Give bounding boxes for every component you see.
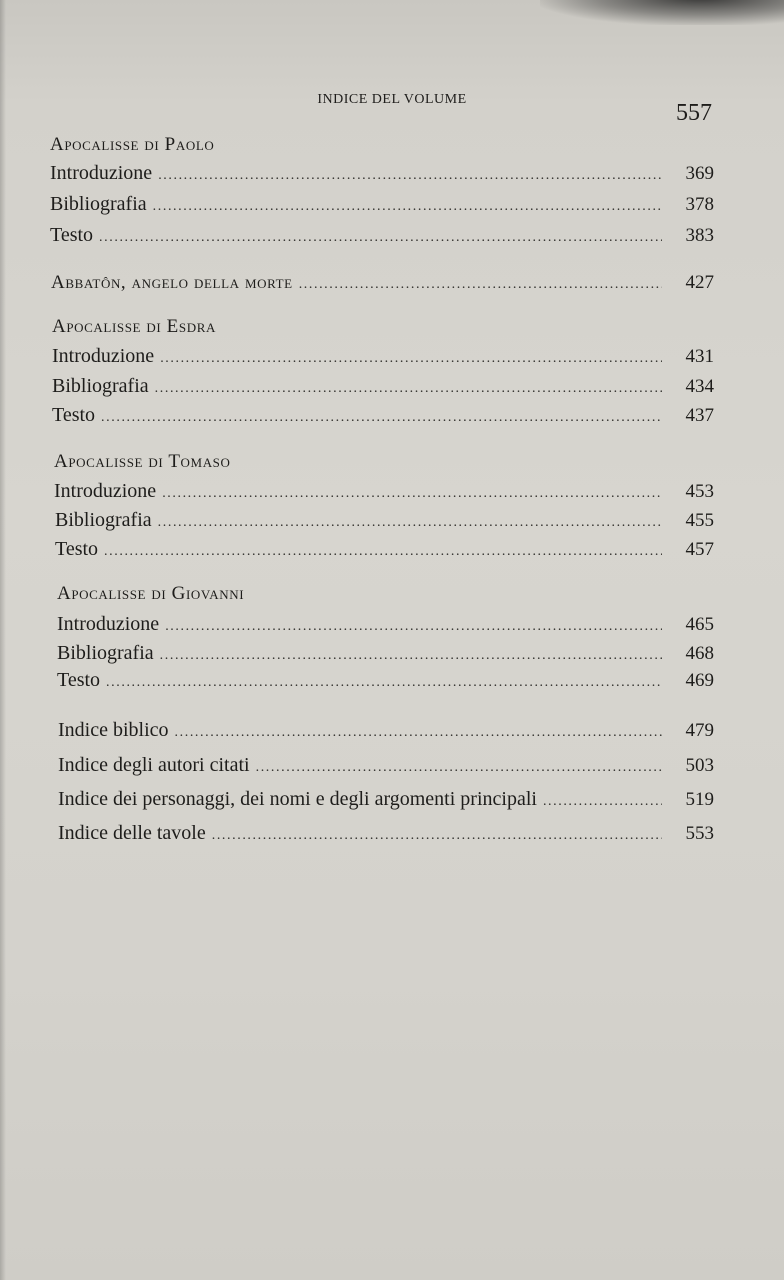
- leader-dots: [158, 168, 662, 184]
- leader-dots: [153, 199, 662, 215]
- entry-page: 468: [685, 643, 714, 664]
- entry-label: Introduzione: [52, 345, 155, 367]
- leader-dots: [543, 794, 662, 810]
- entry-page: 553: [685, 823, 714, 844]
- toc-entry-indice-personaggi[interactable]: [58, 788, 714, 811]
- leader-dots: [299, 277, 662, 293]
- entry-label: Indice delle tavole: [58, 822, 206, 844]
- toc-entry-tomaso-testo[interactable]: [55, 538, 714, 561]
- leader-dots: [256, 760, 662, 776]
- entry-label: Indice dei personaggi, dei nomi e degli argomenti principali: [58, 788, 537, 810]
- entry-label: Indice degli autori citati: [58, 754, 250, 776]
- section-title-paolo: Apocalisse di Paolo: [50, 134, 215, 155]
- page-shadow: [540, 0, 784, 25]
- leader-dots: [160, 648, 662, 664]
- entry-label: Indice biblico: [58, 719, 169, 741]
- section-title-esdra: Apocalisse di Esdra: [52, 316, 216, 337]
- leader-dots: [155, 381, 662, 397]
- toc-entry-esdra-introduzione[interactable]: [52, 345, 714, 368]
- entry-page: 427: [685, 272, 714, 293]
- entry-page: 383: [685, 225, 714, 246]
- entry-page: 378: [685, 194, 714, 215]
- toc-entry-tomaso-bibliografia[interactable]: [55, 509, 714, 532]
- entry-page: 455: [685, 510, 714, 531]
- running-head: INDICE DEL VOLUME: [317, 92, 467, 107]
- entry-page: 437: [685, 405, 714, 426]
- leader-dots: [106, 675, 662, 691]
- entry-page: 465: [685, 614, 714, 635]
- entry-page: 431: [685, 346, 714, 367]
- toc-entry-tomaso-introduzione[interactable]: [54, 480, 714, 503]
- entry-page: 434: [685, 376, 714, 397]
- toc-entry-indice-biblico[interactable]: [58, 719, 714, 742]
- entry-label: Testo: [50, 224, 94, 246]
- toc-entry-paolo-bibliografia[interactable]: [50, 193, 714, 216]
- entry-label: Testo: [52, 404, 96, 426]
- entry-label: Introduzione: [50, 162, 153, 184]
- page-edge: [0, 0, 6, 1280]
- entry-page: 369: [685, 163, 714, 184]
- entry-page: 519: [685, 789, 714, 810]
- entry-label: Introduzione: [57, 613, 160, 635]
- leader-dots: [175, 725, 662, 741]
- entry-page: 503: [685, 755, 714, 776]
- leader-dots: [101, 410, 662, 426]
- toc-entry-abbaton[interactable]: [51, 272, 714, 294]
- entry-page: 457: [685, 539, 714, 560]
- entry-label: Bibliografia: [50, 193, 147, 215]
- leader-dots: [99, 230, 662, 246]
- toc-entry-paolo-introduzione[interactable]: [50, 162, 714, 185]
- entry-label: Bibliografia: [52, 375, 149, 397]
- leader-dots: [158, 515, 662, 531]
- toc-entry-esdra-bibliografia[interactable]: [52, 375, 714, 398]
- leader-dots: [165, 619, 662, 635]
- toc-entry-indice-autori[interactable]: [58, 754, 714, 777]
- page-number: 557: [676, 100, 712, 126]
- section-title-giovanni: Apocalisse di Giovanni: [57, 583, 245, 604]
- toc-entry-giovanni-introduzione[interactable]: [57, 613, 714, 636]
- toc-entry-giovanni-testo[interactable]: [57, 669, 714, 692]
- entry-label: Testo: [55, 538, 99, 560]
- entry-page: 479: [685, 720, 714, 741]
- entry-label: Bibliografia: [57, 642, 154, 664]
- entry-page: 469: [685, 670, 714, 691]
- entry-label: Introduzione: [54, 480, 157, 502]
- entry-page: 453: [685, 481, 714, 502]
- entry-label: Abbatôn, angelo della morte: [51, 272, 293, 293]
- leader-dots: [160, 351, 662, 367]
- toc-entry-esdra-testo[interactable]: [52, 404, 714, 427]
- toc-entry-paolo-testo[interactable]: [50, 224, 714, 247]
- entry-label: Testo: [57, 669, 101, 691]
- leader-dots: [212, 828, 662, 844]
- leader-dots: [104, 544, 662, 560]
- entry-label: Bibliografia: [55, 509, 152, 531]
- toc-entry-giovanni-bibliografia[interactable]: [57, 642, 714, 665]
- section-title-tomaso: Apocalisse di Tomaso: [54, 451, 231, 472]
- toc-entry-indice-tavole[interactable]: [58, 822, 714, 845]
- leader-dots: [162, 486, 662, 502]
